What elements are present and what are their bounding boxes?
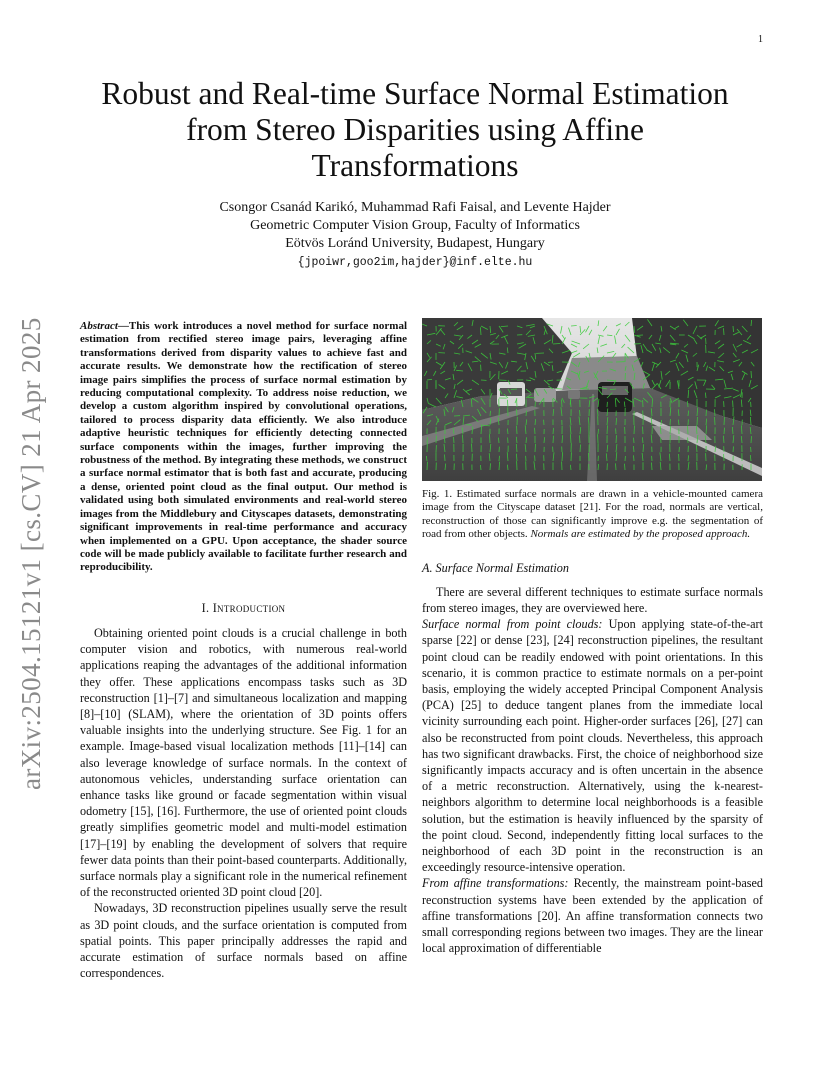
section-heading-introduction: I. Introduction: [201, 600, 286, 615]
caption-emphasis: Normals are estimated by the proposed approach.: [530, 528, 751, 541]
section-a-paragraph-1: [422, 616, 763, 875]
distant-car: [568, 390, 580, 399]
normal-vector: [625, 464, 626, 470]
normal-vector: [733, 446, 734, 452]
normal-vector: [607, 425, 608, 434]
abstract-text: —This work introduces a novel method for surface normal estimation from rectified stereo image pairs, leveraging affine transformations derived from disparity values to achieve fast and accurate results. We demonstrate how the rectification of stereo image pairs simplifies the process of surface normal estimation by reducing computational complexity. To address noise reduction, we develop a custom algorithm inspired by convolutional operations, tailored to process disparity data efficiently. We also introduce adaptive heuristic techniques for efficiently detecting connected surface components within the images, further improving the robustness of the method. By integrating these methods, we construct a surface normal estimator that is both fast and accurate, producing a dense, oriented point cloud as the final output. Our method is validated using both simulated environments and real-world stereo images from the Middlebury and Cityscapes datasets, demonstrating significant improvements in real-time performance and accuracy when implemented on a GPU. Upon acceptance, the shader source code will be made publicly available to facilitate further research and reproducibility.: [80, 320, 407, 574]
normal-vector: [652, 463, 653, 471]
figure-1-caption: [422, 488, 763, 542]
dark-car-window: [602, 386, 628, 395]
normal-vector: [571, 326, 577, 327]
normal-vector: [463, 435, 464, 443]
normal-vector: [517, 426, 518, 434]
right-column: [422, 318, 763, 957]
normal-vector: [580, 445, 581, 453]
normal-vector: [526, 411, 527, 416]
normal-vector: [427, 437, 428, 443]
normal-vector: [580, 435, 581, 443]
author-emails: {jpoiwr,goo2im,hajder}@inf.elte.hu: [297, 256, 533, 269]
normal-vector: [715, 409, 716, 416]
section-a-intro: There are several different techniques to estimate surface normals from stereo images, they are overviewed here.: [422, 584, 763, 616]
abstract-label: Abstract: [80, 320, 118, 332]
normal-vector: [724, 417, 725, 425]
author-names: Csongor Csanád Karikó, Muhammad Rafi Faisal, and Levente Hajder: [219, 200, 611, 215]
normal-vector: [643, 427, 644, 435]
normal-vector: [553, 436, 554, 443]
normal-vector: [535, 444, 536, 452]
section-a-paragraph-2: [422, 875, 763, 956]
normal-vector: [490, 463, 491, 470]
normal-vector: [472, 444, 473, 453]
normal-vector: [580, 410, 581, 416]
normal-vector: [634, 455, 635, 461]
normal-vector: [634, 426, 635, 435]
normal-vector: [634, 438, 635, 443]
normal-vector: [751, 436, 752, 443]
affiliation-group: Geometric Computer Vision Group, Faculty of Informatics: [250, 218, 580, 233]
normal-vector: [724, 428, 725, 434]
normal-vector: [553, 428, 554, 434]
normal-vector: [490, 434, 491, 443]
normal-vector: [724, 328, 725, 335]
paragraph-2-text: Recently, the mainstream point-based reconstruction systems have been extended by the application of affine transformations [20]. An affine transformation connects two small corresponding regions between two images. They are the linear local approximation of differentiable: [422, 876, 763, 956]
normal-vector: [751, 371, 752, 378]
arxiv-identifier: arXiv:2504.15121v1 [cs.CV] 21 Apr 2025: [16, 317, 46, 790]
subsection-heading-surface-normal: A. Surface Normal Estimation: [422, 560, 569, 575]
intro-paragraph-2: Nowadays, 3D reconstruction pipelines usually serve the result as 3D point clouds, and the surface orientation is computed from spatial points. This paper principally addresses the rapid and accurate estimation of surface normals based on affine correspondences.: [80, 901, 407, 981]
paper-title: [70, 76, 760, 184]
normal-vector: [445, 455, 446, 462]
intro-paragraph-1: Obtaining oriented point clouds is a crucial challenge in both computer vision and robotics, with numerous real-world applications reaping the advantages of the additional information they offer. These applications encompass tasks such as 3D reconstruction [1]–[7] and simultaneous localization and mapping [8]–[10] (SLAM), where the orientation of 3D points offers valuable insights into the underlying structure. See Fig. 1 for an example. Image-based visual localization methods [11]–[14] can also leverage knowledge of surface normals. In the context of autonomous vehicles, understanding surface orientation can enhance tasks like ground or facade segmentation within visual odometry [15], [16]. Furthermore, the use of oriented point clouds greatly simplifies geometric model and multi-model estimation [17]–[19] by enabling the development of solvers that require fewer data points than their point-based counterparts. Additionally, surface normals play a significant role in the numerical refinement of the reconstructed oriented 3D point cloud [20].: [80, 625, 407, 900]
title-line-3: Transformations: [311, 148, 519, 183]
normal-vector: [733, 326, 734, 332]
affiliation-university: Eötvös Loránd University, Budapest, Hungary: [285, 236, 545, 251]
author-block: [70, 199, 760, 272]
paragraph-1-label: Surface normal from point clouds:: [422, 617, 603, 632]
normal-vector: [553, 344, 560, 345]
normal-vector: [562, 400, 563, 408]
normal-vector: [535, 428, 536, 434]
normal-vector: [526, 437, 527, 443]
normal-vector: [715, 417, 716, 425]
normal-vector: [499, 456, 500, 461]
normal-vector: [616, 463, 617, 470]
normal-vector: [706, 410, 707, 417]
normal-vector: [616, 435, 617, 443]
caption-text: Fig. 1. Estimated surface normals are drawn in a vehicle-mounted camera image from the Cityscape dataset [21]. For the road, normals are vertical, reconstruction of those can significantly improve e.g. the segmentation of road from other objects.: [422, 488, 763, 541]
page-number: 1: [758, 34, 763, 45]
normal-vector: [490, 411, 491, 416]
abstract: [80, 320, 407, 575]
title-line-1: Robust and Real-time Surface Normal Estimation: [101, 76, 729, 111]
figure-1-road-image: [422, 318, 762, 481]
normal-vector: [499, 438, 500, 443]
normal-vector: [517, 409, 518, 416]
paragraph-2-label: From affine transformations:: [422, 876, 569, 891]
normal-vector: [688, 426, 689, 434]
paragraph-1-text: Upon applying state-of-the-art sparse [22] or dense [23], [24] reconstruction pipelines, the resultant point cloud can be readily endowed with point orientations. In this scenario, it is common practice to estimate normals on a per-point basis, employing the widely accepted Principal Component Analysis (PCA) [25] to deduce tangent planes from the immediate local vicinity surrounding each point. Higher-order surfaces [26], [27] can also be reconstructed from point clouds. Nevertheless, this approach has two significant drawbacks. First, the choice of neighborhood size significantly impacts accuracy and is often uncertain in the absence of a metric reconstruction. Alternatively, using the k-nearest-neighbors algorithm to determine local neighborhoods is a feasible solution, but the estimation is heavily influenced by the sparsity of the point cloud. Second, independently fitting local surfaces to the neighborhood of each 3D point in the reconstruction is an exceedingly resource-intensive operation.: [422, 617, 763, 875]
left-column: [80, 320, 407, 981]
title-line-2: from Stereo Disparities using Affine: [186, 112, 644, 147]
normal-vector: [454, 437, 455, 443]
normal-vector: [598, 429, 599, 434]
